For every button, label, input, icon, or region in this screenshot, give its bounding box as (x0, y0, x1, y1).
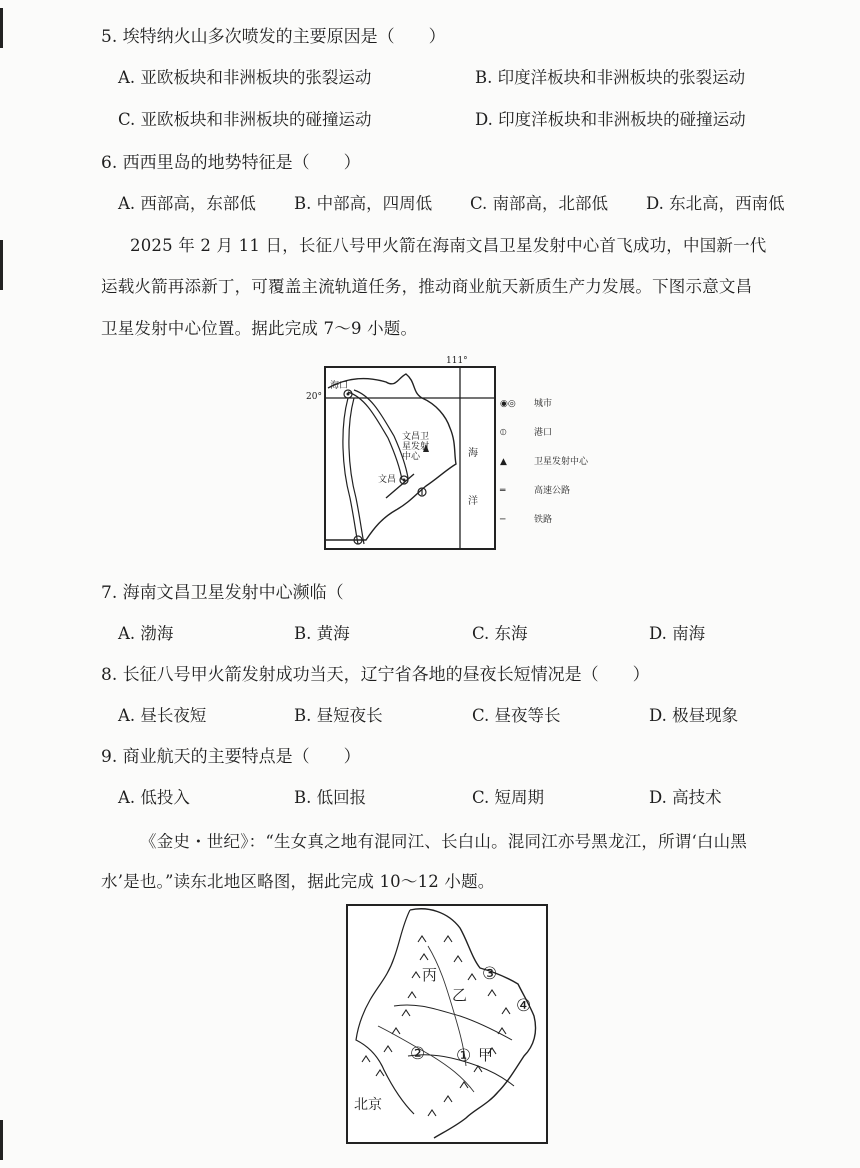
legend-launch-site: ▲ 卫星发射中心 (500, 448, 588, 477)
sea-label-1: 海 (468, 448, 478, 459)
question-9-option-b[interactable]: B. 低回报 (294, 788, 367, 807)
city-legend-icon: ◉◎ (500, 399, 516, 409)
passage-2-line-2: 水’是也。”读东北地区略图，据此完成 10～12 小题。 (101, 872, 495, 891)
question-8-option-a[interactable]: A. 昼长夜短 (118, 706, 207, 725)
question-9-option-a[interactable]: A. 低投入 (118, 788, 190, 807)
region-label-bing: 丙 (422, 966, 438, 984)
northeast-china-map (346, 904, 548, 1144)
question-7-option-b[interactable]: B. 黄海 (294, 624, 350, 643)
wenchang-location-map (306, 356, 496, 550)
question-5-stem: 5. 埃特纳火山多次喷发的主要原因是（ ） (101, 27, 446, 47)
marker-3: ③ (482, 964, 498, 984)
question-6-option-c[interactable]: C. 南部高，北部低 (470, 194, 609, 213)
question-9-stem: 9. 商业航天的主要特点是（ ） (101, 747, 361, 767)
question-7-option-d[interactable]: D. 南海 (649, 624, 706, 643)
marker-1: ① (456, 1046, 472, 1066)
port-legend-icon: ⦶ (500, 428, 507, 438)
legend-highway: ═ 高速公路 (500, 477, 588, 506)
launch-site-label: 文昌卫星发射中心 (402, 432, 430, 462)
region-label-yi: 乙 (452, 986, 468, 1004)
city-label-beijing: 北京 (354, 1097, 382, 1113)
question-7-stem: 7. 海南文昌卫星发射中心濒临（ (101, 583, 344, 603)
passage-1-line-2: 运载火箭再添新丁，可覆盖主流轨道任务，推动商业航天新质生产力发展。下图示意文昌 (101, 277, 753, 296)
latitude-label: 20° (306, 392, 322, 402)
city-wenchang-label: 文昌 (378, 475, 397, 485)
scan-edge-mark (0, 1120, 3, 1160)
region-label-jia: 甲 (478, 1046, 494, 1064)
marker-4: ④ (516, 996, 532, 1016)
railway-legend-icon: ─ (500, 515, 506, 525)
question-9-option-d[interactable]: D. 高技术 (649, 788, 722, 807)
highway-legend-icon: ═ (500, 486, 506, 496)
question-5-option-c[interactable]: C. 亚欧板块和非洲板块的碰撞运动 (118, 110, 372, 129)
passage-2-line-1: 《金史・世纪》：“生女真之地有混同江、长白山。混同江亦号黑龙江，所谓‘白山黑 (140, 832, 748, 851)
scan-edge-mark (0, 240, 3, 290)
legend-railway: ─ 铁路 (500, 506, 588, 535)
legend-city: ◉◎ 城市 (500, 390, 588, 419)
passage-1-line-3: 卫星发射中心位置。据此完成 7～9 小题。 (101, 319, 418, 338)
question-8-stem: 8. 长征八号甲火箭发射成功当天，辽宁省各地的昼夜长短情况是（ ） (101, 665, 650, 685)
map-legend (500, 390, 588, 535)
question-6-option-d[interactable]: D. 东北高，西南低 (646, 194, 785, 213)
question-5-option-b[interactable]: B. 印度洋板块和非洲板块的张裂运动 (475, 68, 746, 87)
question-7-option-c[interactable]: C. 东海 (472, 624, 528, 643)
question-9-option-c[interactable]: C. 短周期 (472, 788, 545, 807)
question-6-option-a[interactable]: A. 西部高，东部低 (118, 194, 256, 213)
legend-port: ⦶ 港口 (500, 419, 588, 448)
city-haikou-label: 海口 (330, 381, 349, 391)
question-5-option-d[interactable]: D. 印度洋板块和非洲板块的碰撞运动 (475, 110, 746, 129)
passage-1-line-1: 2025 年 2 月 11 日，长征八号甲火箭在海南文昌卫星发射中心首飞成功，中国新一代 (130, 236, 767, 255)
marker-2: ② (410, 1044, 426, 1064)
question-7-option-a[interactable]: A. 渤海 (118, 624, 174, 643)
question-8-option-b[interactable]: B. 昼短夜长 (294, 706, 383, 725)
question-6-stem: 6. 西西里岛的地势特征是（ ） (101, 153, 361, 173)
question-8-option-c[interactable]: C. 昼夜等长 (472, 706, 561, 725)
longitude-label: 111° (446, 356, 468, 366)
scan-edge-mark (0, 8, 3, 48)
question-6-option-b[interactable]: B. 中部高，四周低 (294, 194, 433, 213)
sea-label-2: 洋 (468, 496, 478, 507)
rocket-legend-icon: ▲ (500, 457, 507, 467)
question-5-option-a[interactable]: A. 亚欧板块和非洲板块的张裂运动 (118, 68, 372, 87)
question-8-option-d[interactable]: D. 极昼现象 (649, 706, 739, 725)
